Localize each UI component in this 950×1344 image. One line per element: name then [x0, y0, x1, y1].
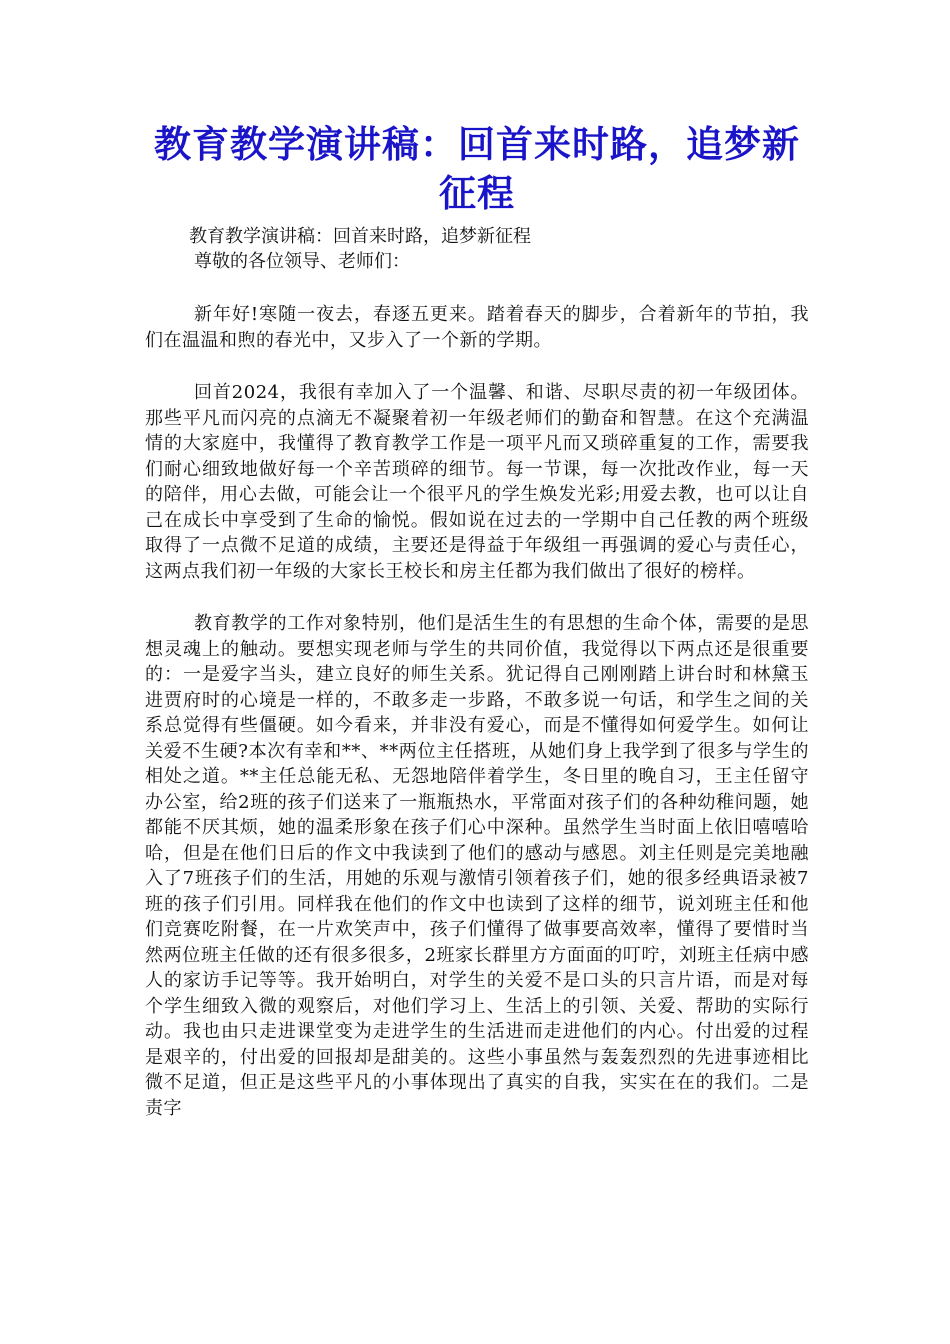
greeting-line: 尊敬的各位领导、老师们：	[194, 251, 410, 272]
document-title: 教育教学演讲稿：回首来时路，追梦新征程	[154, 123, 800, 215]
body-paragraph: 教育教学的工作对象特别，他们是活生生的有思想的生命个体，需要的是思想灵魂上的触动。要想实现老师与学生的共同价值，我觉得以下两点还是很重要的：一是爱字当头，建立良好的师生关系。犹记得自己刚刚踏上讲台时和林黛玉进贾府时的心境是一样的，不敢多走一步路，不敢多说一句话，和学生之间的关系总觉得有些僵硬。如今看来，并非没有爱心，而是不懂得如何爱学生。如何让关爱不生硬?本次有幸和**、**两位主任搭班，从她们身上我学到了很多与学生的相处之道。**主任总能无私、无怨地陪伴着学生，冬日里的晚自习，王主任留守办公室，给2班的孩子们送来了一瓶瓶热水，平常面对孩子们的各种幼稚问题，她都能不厌其烦，她的温柔形象在孩子们心中深种。虽然学生当时面上依旧嘻嘻哈哈，但是在他们日后的作文中我读到了他们的感动与感恩。刘主任则是完美地融入了7班孩子们的生活，用她的乐观与激情引领着孩子们，她的很多经典语录被7班的孩子们引用。同样我在他们的作文中也读到了这样的细节，说刘班主任和他们竞赛吃附餐，在一片欢笑声中，孩子们懂得了做事要高效率，懂得了要惜时当然两位班主任做的还有很多很多，2班家长群里方方面面的叮咛，刘班主任病中感人的家访手记等等。我开始明白，对学生的关爱不是口头的只言片语，而是对每个学生细致入微的观察后，对他们学习上、生活上的引领、关爱、帮助的实际行动。我也由只走进课堂变为走进学生的生活进而走进他们的内心。付出爱的过程是艰辛的，付出爱的回报却是甜美的。这些小事虽然与轰轰烈烈的先进事迹相比微不足道，但正是这些平凡的小事体现出了真实的自我，实实在在的我们。二是责字	[145, 613, 809, 1119]
body-paragraph: 新年好!寒随一夜去，春逐五更来。踏着春天的脚步，合着新年的节拍，我们在温温和煦的春光中，又步入了一个新的学期。	[145, 304, 809, 351]
document-page	[145, 120, 809, 1121]
document-subtitle: 教育教学演讲稿：回首来时路，追梦新征程	[189, 226, 531, 247]
body-paragraph: 回首2024，我很有幸加入了一个温馨、和谐、尽职尽责的初一年级团体。那些平凡而闪亮的点滴无不凝聚着初一年级老师们的勤奋和智慧。在这个充满温情的大家庭中，我懂得了教育教学工作是一项平凡而又琐碎重复的工作，需要我们耐心细致地做好每一个辛苦琐碎的细节。每一节课，每一次批改作业，每一天的陪伴，用心去做，可能会让一个很平凡的学生焕发光彩;用爱去教，也可以让自己在成长中享受到了生命的愉悦。假如说在过去的一学期中自己任教的两个班级取得了一点微不足道的成绩，主要还是得益于年级组一再强调的爱心与责任心，这两点我们初一年级的大家长王校长和房主任都为我们做出了很好的榜样。	[145, 382, 809, 582]
